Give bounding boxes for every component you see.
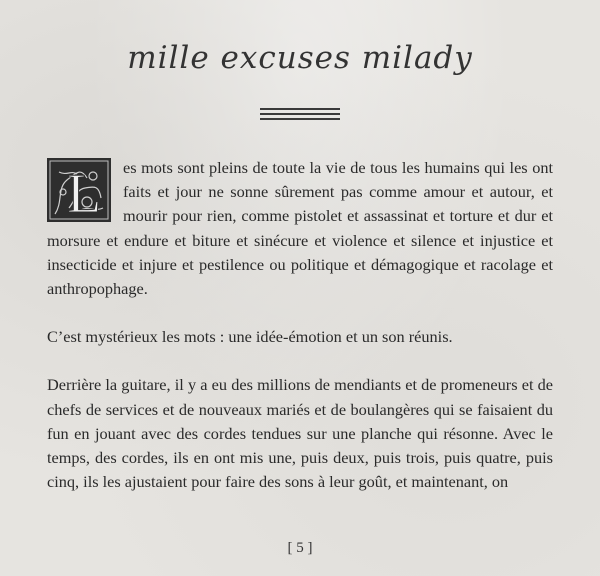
paragraph-2: C’est mystérieux les mots : une idée-émotion et un son réunis. (47, 327, 453, 347)
ornament-line (260, 118, 340, 120)
title-ornament (260, 108, 340, 122)
body-text (47, 156, 553, 518)
ornament-line (260, 108, 340, 110)
paragraph-3: Derrière la guitare, il y a eu des millions de mendiants et de promeneurs et de chefs de services et de nouveaux mariés et de boulangères qui se faisaient du fun en jouant avec des cordes tendues sur une planche qui résonne. Avec le temps, des cordes, ils en ont mis une, puis deux, puis trois, puis quatre, puis cinq, ils les ajustaient pour faire des sons à leur goût, et maintenant, on (47, 375, 553, 492)
paragraph-1-text: es mots sont pleins de toute la vie de tous les humains qui les ont faits et jour ne sonne sûrement pas comme amour et autour, et mourir pour rien, comme pistolet et assassinat et torture et dur et morsure et endure et biture et sinécure et violence et silence et injustice et insecticide et injure et pestilence ou politique et démagogique et racolage et anthropophage. (47, 158, 553, 299)
paragraph-1 (47, 156, 553, 301)
ornamental-drop-cap (47, 158, 111, 222)
drop-cap-letter: L (67, 163, 102, 222)
chapter-title: mille excuses milady (127, 40, 473, 76)
page-number: [ 5 ] (287, 540, 313, 556)
ornament-line (260, 113, 340, 115)
